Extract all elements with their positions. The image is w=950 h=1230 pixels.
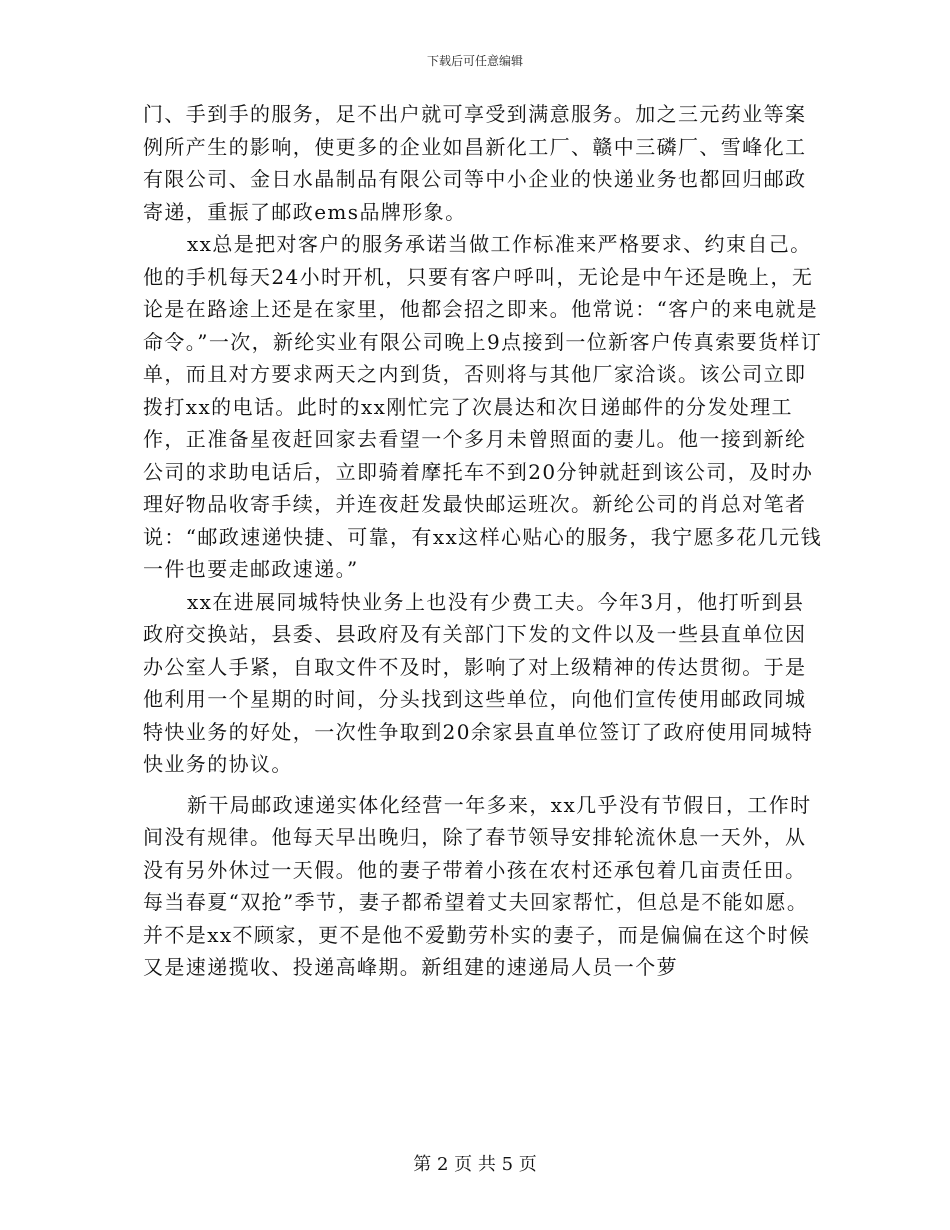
- page-header: 下载后可任意编辑: [426, 54, 523, 68]
- paragraph-3: xx在进展同城特快业务上也没有少费工夫。今年3月，他打听到县政府交换站，县委、县政府及有关部门下发的文件以及一些县直单位因办公室人手紧，自取文件不及时，影响了对上级精神的传达贯彻。于是他利用一个星期的时间，分头找到这些单位，向他们宣传使用邮政同城特快业务的好处，一次性争取到20余家县直单位签订了政府使用同城特快业务的协议。: [143, 589, 814, 776]
- paragraph-1: 门、手到手的服务，足不出户就可享受到满意服务。加之三元药业等案例所产生的影响，使更多的企业如昌新化工厂、赣中三磷厂、雪峰化工有限公司、金日水晶制品有限公司等中小企业的快递业务也都回归邮政寄递，重振了邮政ems品牌形象。: [143, 102, 807, 224]
- document-body: [143, 98, 823, 984]
- page-number: 第 2 页 共 5 页: [413, 1154, 537, 1175]
- paragraph-4: 新干局邮政速递实体化经营一年多来，xx几乎没有节假日，工作时间没有规律。他每天早出晚归，除了春节领导安排轮流休息一天外，从没有另外休过一天假。他的妻子带着小孩在农村还承包着几亩责任田。每当春夏“双抢”季节，妻子都希望着丈夫回家帮忙，但总是不能如愿。并不是xx不顾家，更不是他不爱勤劳朴实的妻子，而是偏偏在这个时候又是速递揽收、投递高峰期。新组建的速递局人员一个萝: [143, 792, 812, 979]
- paragraph-2: xx总是把对客户的服务承诺当做工作标准来严格要求、约束自己。他的手机每天24小时开机，只要有客户呼叫，无论是中午还是晚上，无论是在路途上还是在家里，他都会招之即来。他常说：“客户的来电就是命令。”一次，新纶实业有限公司晚上9点接到一位新客户传真索要货样订单，而且对方要求两天之内到货，否则将与其他厂家洽谈。该公司立即拨打xx的电话。此时的xx刚忙完了次晨达和次日递邮件的分发处理工作，正准备星夜赶回家去看望一个多月未曾照面的妻儿。他一接到新纶公司的求助电话后，立即骑着摩托车不到20分钟就赶到该公司，及时办理好物品收寄手续，并连夜赶发最快邮运班次。新纶公司的肖总对笔者说：“邮政速递快捷、可靠，有xx这样心贴心的服务，我宁愿多花几元钱一件也要走邮政速递。”: [143, 232, 823, 581]
